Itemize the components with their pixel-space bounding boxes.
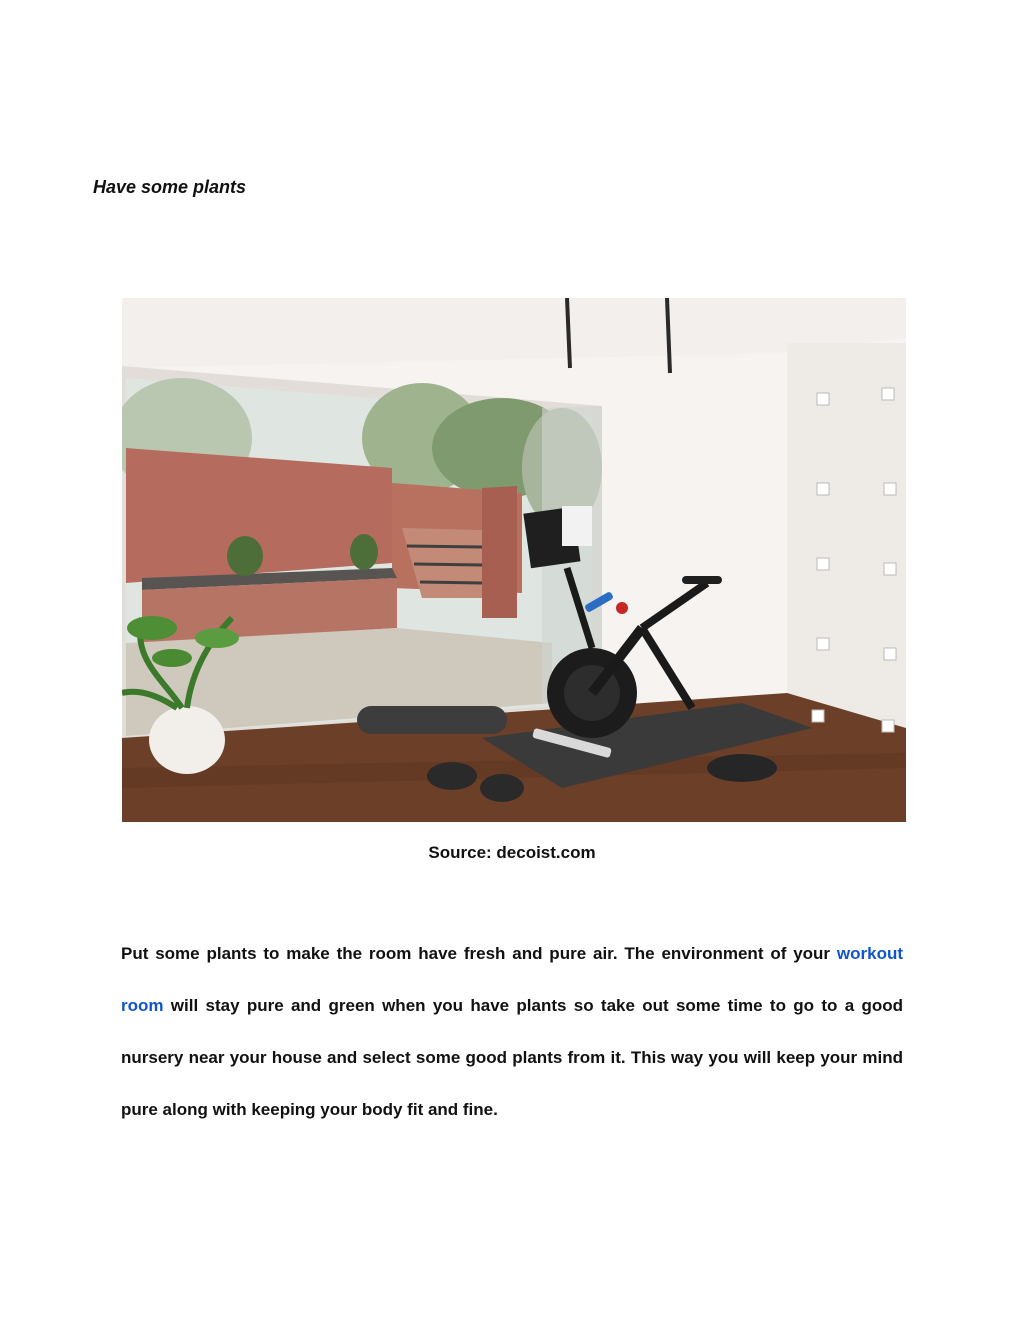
paragraph-text-end: will stay pure and green when you have plants so take out some time to go to a good nursery near your house and select some good plants from it. This way you will keep your mind pure along with keeping your body fit and fine. [121,996,903,1119]
paragraph-text-start: Put some plants to make the room have fresh and pure air. The environment of your [121,944,837,963]
workout-room-link[interactable]: workout room [121,944,903,1015]
body-paragraph [121,928,903,1136]
image-caption: Source: decoist.com [428,843,596,862]
home-gym-photo [122,298,906,822]
section-heading: Have some plants [93,177,247,197]
